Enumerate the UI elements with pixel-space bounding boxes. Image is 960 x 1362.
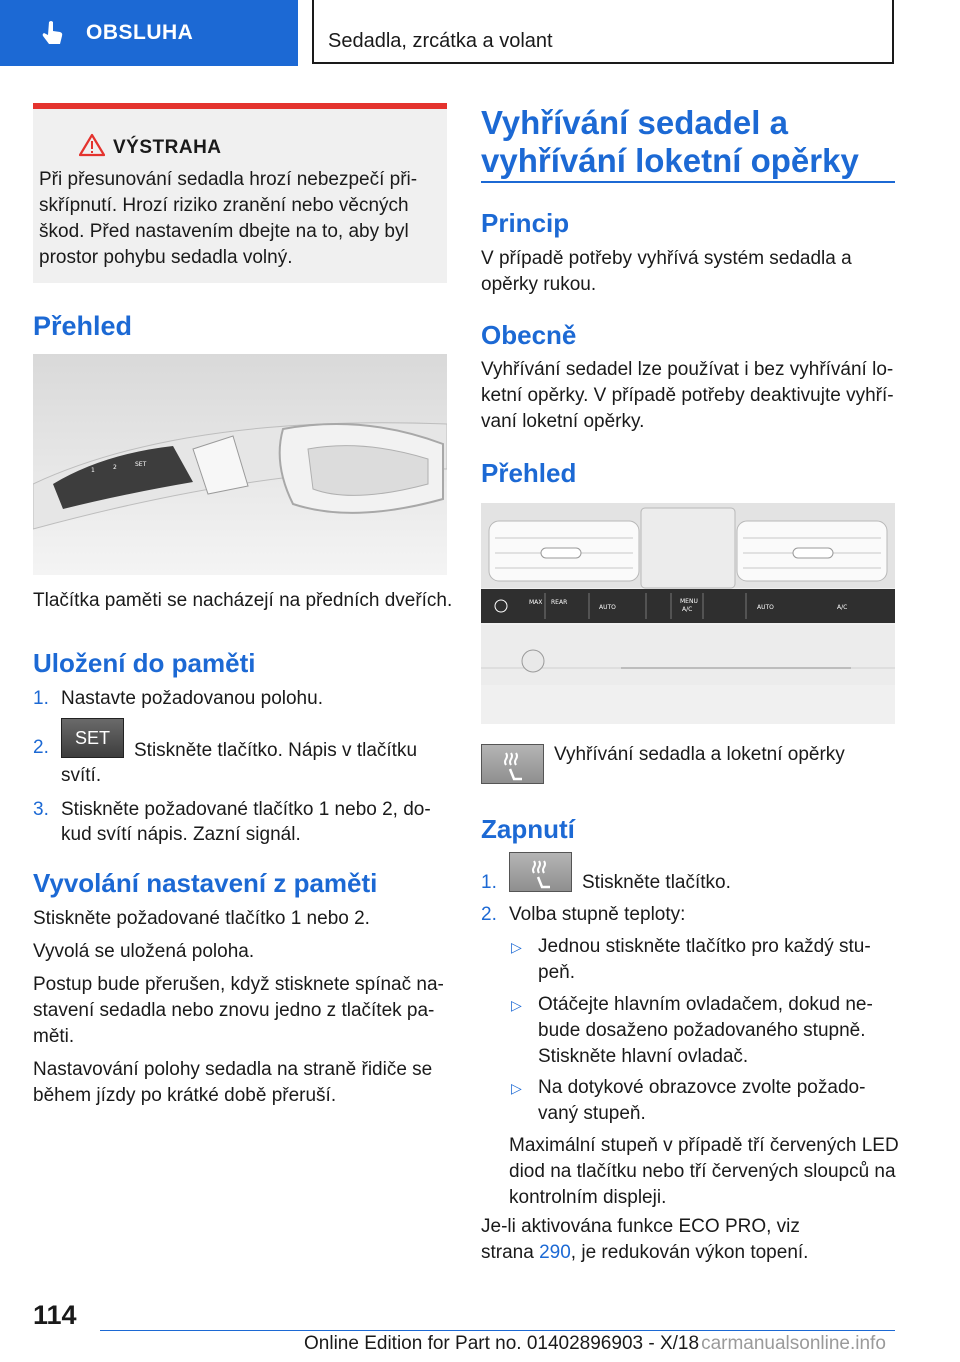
principle-line: V případě potřeby vyhřívá systém sedadla a	[481, 248, 852, 269]
main-heading	[481, 104, 859, 180]
overview-heading-right: Přehled	[481, 458, 577, 488]
general-line: ketní opěrky. V případě potřeby deaktivujte vyhří-	[481, 385, 894, 406]
step-number: 1.	[33, 688, 49, 709]
page-link[interactable]: 290	[539, 1242, 571, 1263]
on-step-1: Stiskněte tlačítko.	[582, 872, 731, 893]
section-tab[interactable]	[0, 0, 298, 66]
main-heading-line: vyhřívání loketní opěrky	[481, 142, 859, 179]
recall-paragraph: Stiskněte požadované tlačítko 1 nebo 2.	[33, 908, 370, 929]
bullet-1	[538, 934, 898, 986]
door-memory-buttons-image	[33, 354, 447, 575]
panel-label-auto-left: AUTO	[599, 604, 616, 611]
step-number: 3.	[33, 799, 49, 820]
general-line: vaní loketní opěrky.	[481, 411, 645, 432]
section-tab-label: OBSLUHA	[86, 21, 194, 44]
warning-triangle-icon	[79, 133, 105, 157]
warning-box	[33, 103, 447, 283]
eco-line: Je-li aktivována funkce ECO PRO, viz	[481, 1216, 800, 1237]
bullet-line: vaný stupeň.	[538, 1103, 646, 1124]
bullet-3	[538, 1075, 898, 1127]
recall-paragraph-line: stavení sedadla nebo znovu jedno z tlačítek pa-	[33, 1000, 435, 1021]
eco-pro-text	[481, 1214, 901, 1266]
footer-edition	[304, 1333, 886, 1355]
panel-label-auto-right: AUTO	[757, 604, 774, 611]
memory-button-2-label: 2	[113, 464, 117, 471]
step-number: 2.	[481, 904, 497, 925]
eco-prefix: strana	[481, 1242, 540, 1263]
hand-pointer-icon	[38, 18, 68, 48]
warning-line: škod. Před nastavením dbejte na to, aby byl	[39, 221, 409, 242]
overview-heading-left: Přehled	[33, 311, 133, 341]
eco-suffix: , je redukován výkon topení.	[570, 1242, 809, 1263]
bullet-triangle-icon: ▷	[511, 1080, 522, 1096]
on-heading: Zapnutí	[481, 814, 575, 844]
bullet-line: Na dotykové obrazovce zvolte požado-	[538, 1077, 866, 1098]
bullet-line: Jednou stiskněte tlačítko pro každý stu-	[538, 936, 871, 957]
general-line: Vyhřívání sedadel lze používat i bez vyhřívání lo-	[481, 359, 894, 380]
warning-title: VÝSTRAHA	[113, 137, 222, 158]
section-title-box	[312, 0, 894, 64]
store-step-2-cont: svítí.	[61, 765, 102, 786]
panel-label-rear: REAR	[551, 599, 568, 606]
heading-rule	[481, 181, 895, 183]
seat-heating-icon	[481, 744, 544, 784]
footer-rule	[100, 1330, 895, 1331]
set-button-label: SET	[135, 461, 147, 468]
bullet-line: Stiskněte hlavní ovladač.	[538, 1046, 749, 1067]
recall-paragraph: Postup bude přerušen, když stisknete spínač na-	[33, 974, 444, 995]
bullet-triangle-icon: ▷	[511, 939, 522, 955]
recall-paragraph: Vyvolá se uložená poloha.	[33, 941, 255, 962]
seat-heat-glyph-icon	[510, 853, 571, 891]
main-heading-line: Vyhřívání sedadel a	[481, 104, 788, 141]
step-number: 1.	[481, 872, 497, 893]
eco-line	[481, 1240, 901, 1266]
bullet-line: bude dosaženo požadovaného stupně.	[538, 1020, 866, 1041]
warning-line: skřípnutí. Hrozí riziko zranění nebo věcných	[39, 195, 409, 216]
store-step-3: Stiskněte požadované tlačítko 1 nebo 2, do-	[61, 799, 431, 820]
principle-text	[481, 246, 901, 298]
door-image-caption: Tlačítka paměti se nacházejí na předních dveřích.	[33, 590, 453, 611]
max-level-text	[509, 1133, 909, 1211]
general-text	[481, 357, 901, 435]
principle-line: opěrky rukou.	[481, 274, 597, 295]
icon-caption: Vyhřívání sedadla a loketní opěrky	[554, 744, 845, 765]
set-button-icon	[61, 718, 124, 758]
max-line: Maximální stupeň v případě tří červených LED	[509, 1135, 899, 1156]
bullet-2	[538, 992, 898, 1070]
max-line: diod na tlačítku nebo tří červených sloupců na	[509, 1161, 896, 1182]
panel-label-ac-right: A/C	[837, 604, 848, 611]
bullet-line: Otáčejte hlavním ovladačem, dokud ne-	[538, 994, 873, 1015]
principle-heading: Princip	[481, 208, 570, 238]
climate-panel-image	[481, 503, 895, 724]
recall-paragraph-line: měti.	[33, 1026, 75, 1047]
warning-line: Při přesunování sedadla hrozí nebezpečí při-	[39, 169, 418, 190]
panel-label-ac: A/C	[682, 606, 693, 613]
store-step-1: Nastavte požadovanou polohu.	[61, 688, 323, 709]
max-line: kontrolním displeji.	[509, 1187, 667, 1208]
seat-heating-button-icon	[509, 852, 572, 892]
step-number: 2.	[33, 737, 49, 758]
recall-heading: Vyvolání nastavení z paměti	[33, 868, 378, 898]
warning-line: prostor pohybu sedadla volný.	[39, 247, 293, 268]
page-number: 114	[33, 1300, 77, 1330]
panel-label-max: MAX	[529, 599, 543, 606]
bullet-line: peň.	[538, 962, 575, 983]
warning-text	[39, 167, 439, 271]
store-step-3-cont: kud svítí nápis. Zazní signál.	[61, 824, 301, 845]
general-heading: Obecně	[481, 320, 577, 350]
store-heading: Uložení do paměti	[33, 648, 256, 678]
bullet-triangle-icon: ▷	[511, 997, 522, 1013]
on-step-2: Volba stupně teploty:	[509, 904, 686, 925]
footer-edition-text: Online Edition for Part no. 01402896903 - X/18	[304, 1333, 700, 1354]
recall-text	[33, 906, 453, 1109]
section-title: Sedadla, zrcátka a volant	[328, 30, 553, 52]
set-button-icon-label: SET	[74, 727, 110, 748]
footer-watermark: carmanualsonline.info	[701, 1333, 886, 1354]
recall-paragraph: Nastavování polohy sedadla na straně řidiče se	[33, 1059, 433, 1080]
seat-heat-glyph-icon	[482, 745, 543, 783]
memory-button-1-label: 1	[91, 467, 95, 474]
store-step-2: Stiskněte tlačítko. Nápis v tlačítku	[134, 740, 418, 761]
panel-label-menu: MENU	[680, 598, 698, 605]
recall-paragraph-line: během jízdy po krátké době přeruší.	[33, 1085, 337, 1106]
